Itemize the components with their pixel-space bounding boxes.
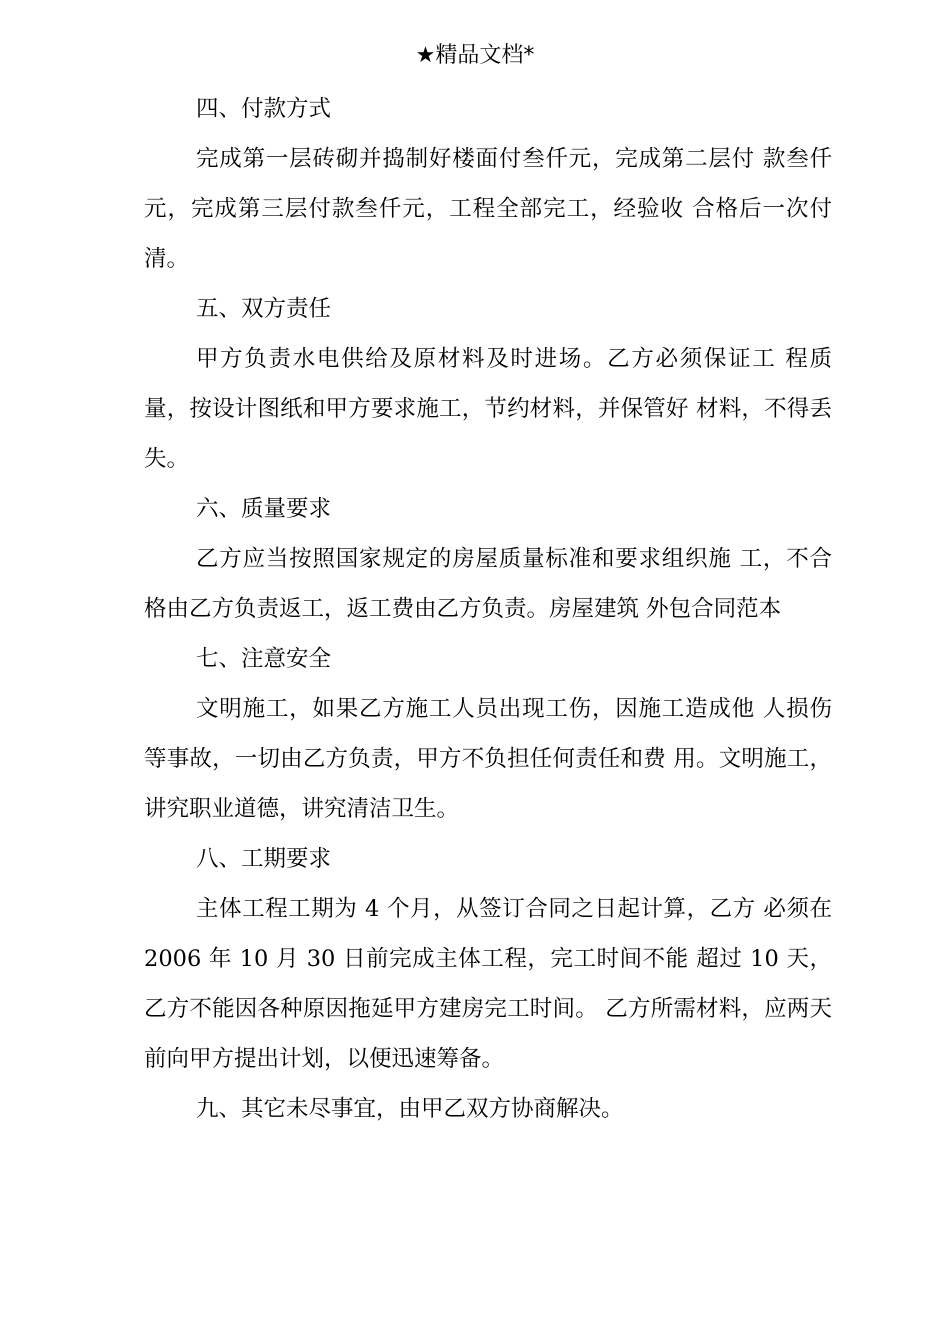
section-heading-responsibilities: 五、双方责任: [196, 296, 332, 322]
section-body-safety: 文明施工，如果乙方施工人员出现工伤，因施工造成他 人损伤等事故，一切由乙方负责，甲方不负担任何责任和费 用。文明施工，讲究职业道德，讲究清洁卫生。: [144, 696, 832, 822]
section-body-schedule: 主体工程工期为 4 个月，从签订合同之日起计算，乙方 必须在 2006 年 10 月 30 日前完成主体工程，完工时间不能 超过 10 天，乙方不能因各种原因拖延甲方建房完工时间。 乙方所需材料，应两天前向甲方提出计划，以便迅速筹备。: [144, 896, 832, 1072]
document-body: [144, 84, 832, 1134]
section-heading-safety: 七、注意安全: [196, 646, 332, 672]
section-heading-schedule: 八、工期要求: [196, 846, 332, 872]
section-body-quality: 乙方应当按照国家规定的房屋质量标准和要求组织施 工，不合格由乙方负责返工，返工费由乙方负责。房屋建筑 外包合同范本: [144, 546, 832, 622]
section-heading-other: 九、其它未尽事宜，由甲乙双方协商解决。: [196, 1096, 624, 1122]
section-body-payment: 完成第一层砖砌并捣制好楼面付叁仟元，完成第二层付 款叁仟元，完成第三层付款叁仟元，工程全部完工，经验收 合格后一次付清。: [144, 146, 832, 272]
section-heading-quality: 六、质量要求: [196, 496, 332, 522]
page-header: ★精品文档*: [415, 43, 535, 68]
section-heading-payment: 四、付款方式: [196, 96, 332, 122]
section-body-responsibilities: 甲方负责水电供给及原材料及时进场。乙方必须保证工 程质量，按设计图纸和甲方要求施工，节约材料，并保管好 材料，不得丢失。: [144, 346, 832, 472]
